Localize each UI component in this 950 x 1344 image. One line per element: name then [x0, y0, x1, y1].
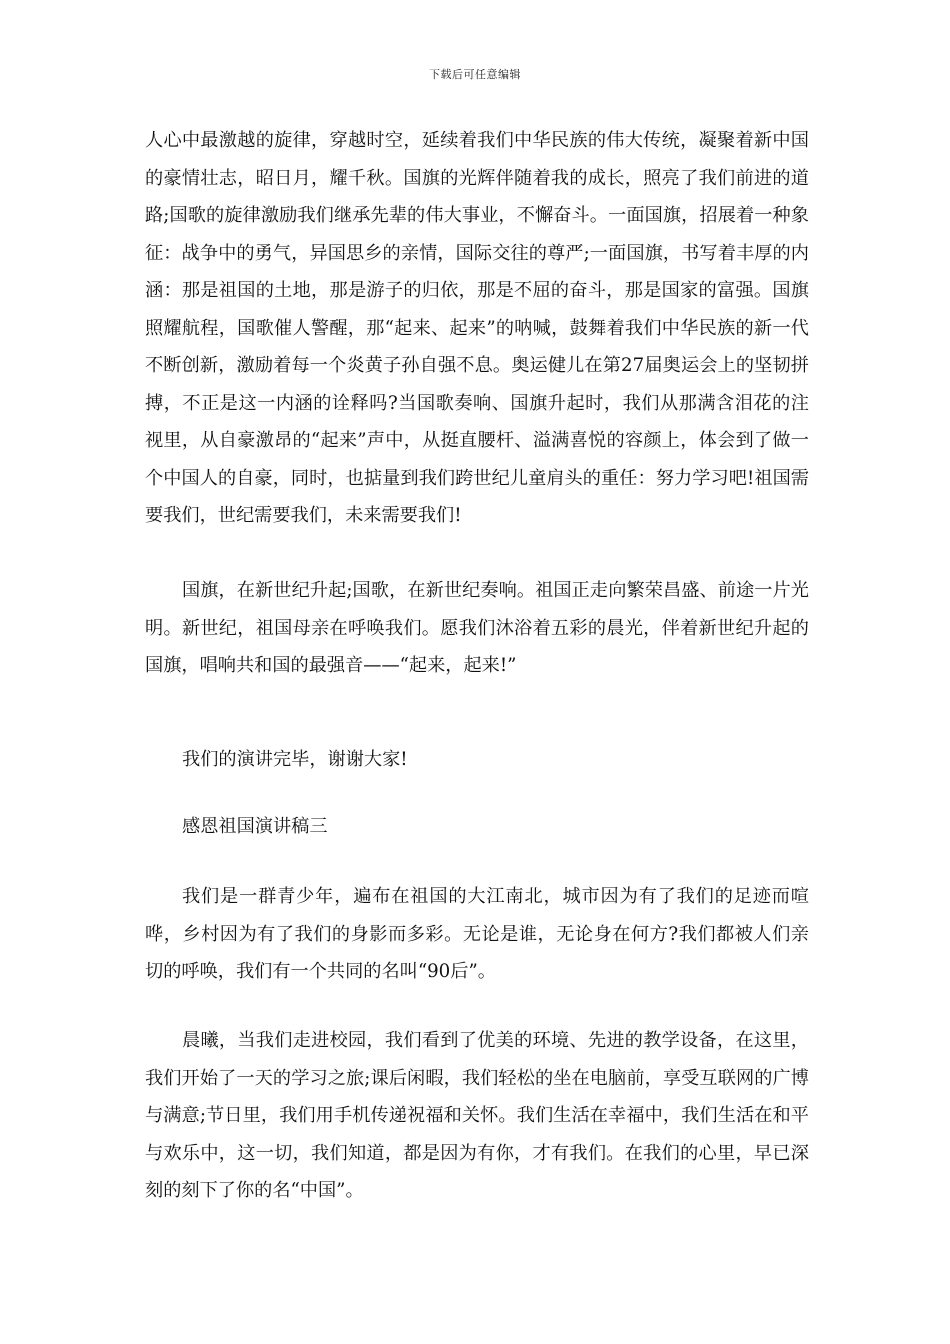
paragraph-5: 晨曦，当我们走进校园，我们看到了优美的环境、先进的教学设备，在这里，我们开始了一天的学习之旅;课后闲暇，我们轻松的坐在电脑前，享受互联网的广博与满意;节日里，我们用手机传递祝福和关怀。我们生活在幸福中，我们生活在和平与欢乐中，这一切，我们知道，都是因为有你，才有我们。在我们的心里，早已深刻的刻下了你的名“中国”。: [145, 1030, 809, 1201]
paragraph-4: 我们是一群青少年，遍布在祖国的大江南北，城市因为有了我们的足迹而喧哗，乡村因为有了我们的身影而多彩。无论是谁，无论身在何方?我们都被人们亲切的呼唤，我们有一个共同的名叫“90后”。: [145, 886, 809, 982]
paragraph-2: 国旗，在新世纪升起;国歌，在新世纪奏响。祖国正走向繁荣昌盛、前途一片光明。新世纪，祖国母亲在呼唤我们。愿我们沐浴着五彩的晨光，伴着新世纪升起的国旗，唱响共和国的最强音——“起来，起来!”: [145, 580, 809, 676]
paragraph-1: 人心中最激越的旋律，穿越时空，延续着我们中华民族的伟大传统，凝聚着新中国的豪情壮志，昭日月，耀千秋。国旗的光辉伴随着我的成长，照亮了我们前进的道路;国歌的旋律激励我们继承先辈的伟大事业，不懈奋斗。一面国旗，招展着一种象征：战争中的勇气，异国思乡的亲情，国际交往的尊严;一面国旗，书写着丰厚的内涵：那是祖国的土地，那是游子的归依，那是不屈的奋斗，那是国家的富强。国旗照耀航程，国歌催人警醒，那“起来、起来”的呐喊，鼓舞着我们中华民族的新一代不断创新，激励着每一个炎黄子孙自强不息。奥运健儿在第27届奥运会上的坚韧拼搏，不正是这一内涵的诠释吗?当国歌奏响、国旗升起时，我们从那满含泪花的注视里，从自豪激昂的“起来”声中，从挺直腰杆、溢满喜悦的容颜上，体会到了做一个中国人的自豪，同时，也掂量到我们跨世纪儿童肩头的重任：努力学习吧!祖国需要我们，世纪需要我们，未来需要我们!: [145, 130, 809, 526]
paragraph-3: 我们的演讲完毕，谢谢大家!: [182, 749, 408, 770]
page-header: 下载后可任意编辑: [429, 68, 521, 81]
section-heading: 感恩祖国演讲稿三: [182, 816, 328, 837]
